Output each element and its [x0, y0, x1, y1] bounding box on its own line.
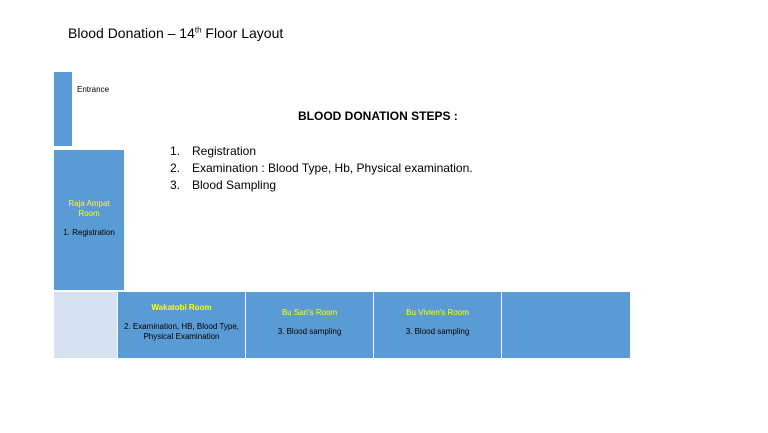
step-item: 2. Examination : Blood Type, Hb, Physical examination.	[170, 161, 473, 175]
bu-vivien-room-name: Bu Vivien's Room	[406, 308, 469, 317]
raja-ampat-room-name: Raja Ampat Room	[68, 199, 110, 218]
corridor-block	[54, 292, 117, 358]
bu-vivien-room	[374, 292, 501, 358]
wakatobi-room	[118, 292, 245, 358]
wakatobi-room-desc: 2. Examination, HB, Blood Type, Physical Examination	[123, 322, 240, 341]
step-item: 1. Registration	[170, 144, 257, 158]
bu-sari-room	[246, 292, 373, 358]
raja-ampat-room-desc: 1. Registration	[63, 228, 115, 237]
wakatobi-room-name: Wakatobi Room	[151, 303, 212, 312]
bottom-room-row	[54, 292, 630, 358]
page-title: Blood Donation – 14th Floor Layout	[68, 25, 284, 41]
entrance-bar	[54, 72, 72, 146]
bu-vivien-room-desc: 3. Blood sampling	[405, 327, 470, 336]
empty-room	[502, 292, 630, 358]
steps-heading: BLOOD DONATION STEPS :	[298, 109, 458, 123]
title-superscript: th	[194, 25, 202, 35]
entrance-label: Entrance	[77, 85, 110, 94]
bu-sari-room-name: Bu Sari's Room	[281, 308, 338, 317]
steps-list	[170, 143, 473, 194]
step-item: 3. Blood Sampling	[170, 178, 277, 192]
raja-ampat-room	[54, 150, 124, 290]
bu-sari-room-desc: 3. Blood sampling	[277, 327, 342, 336]
